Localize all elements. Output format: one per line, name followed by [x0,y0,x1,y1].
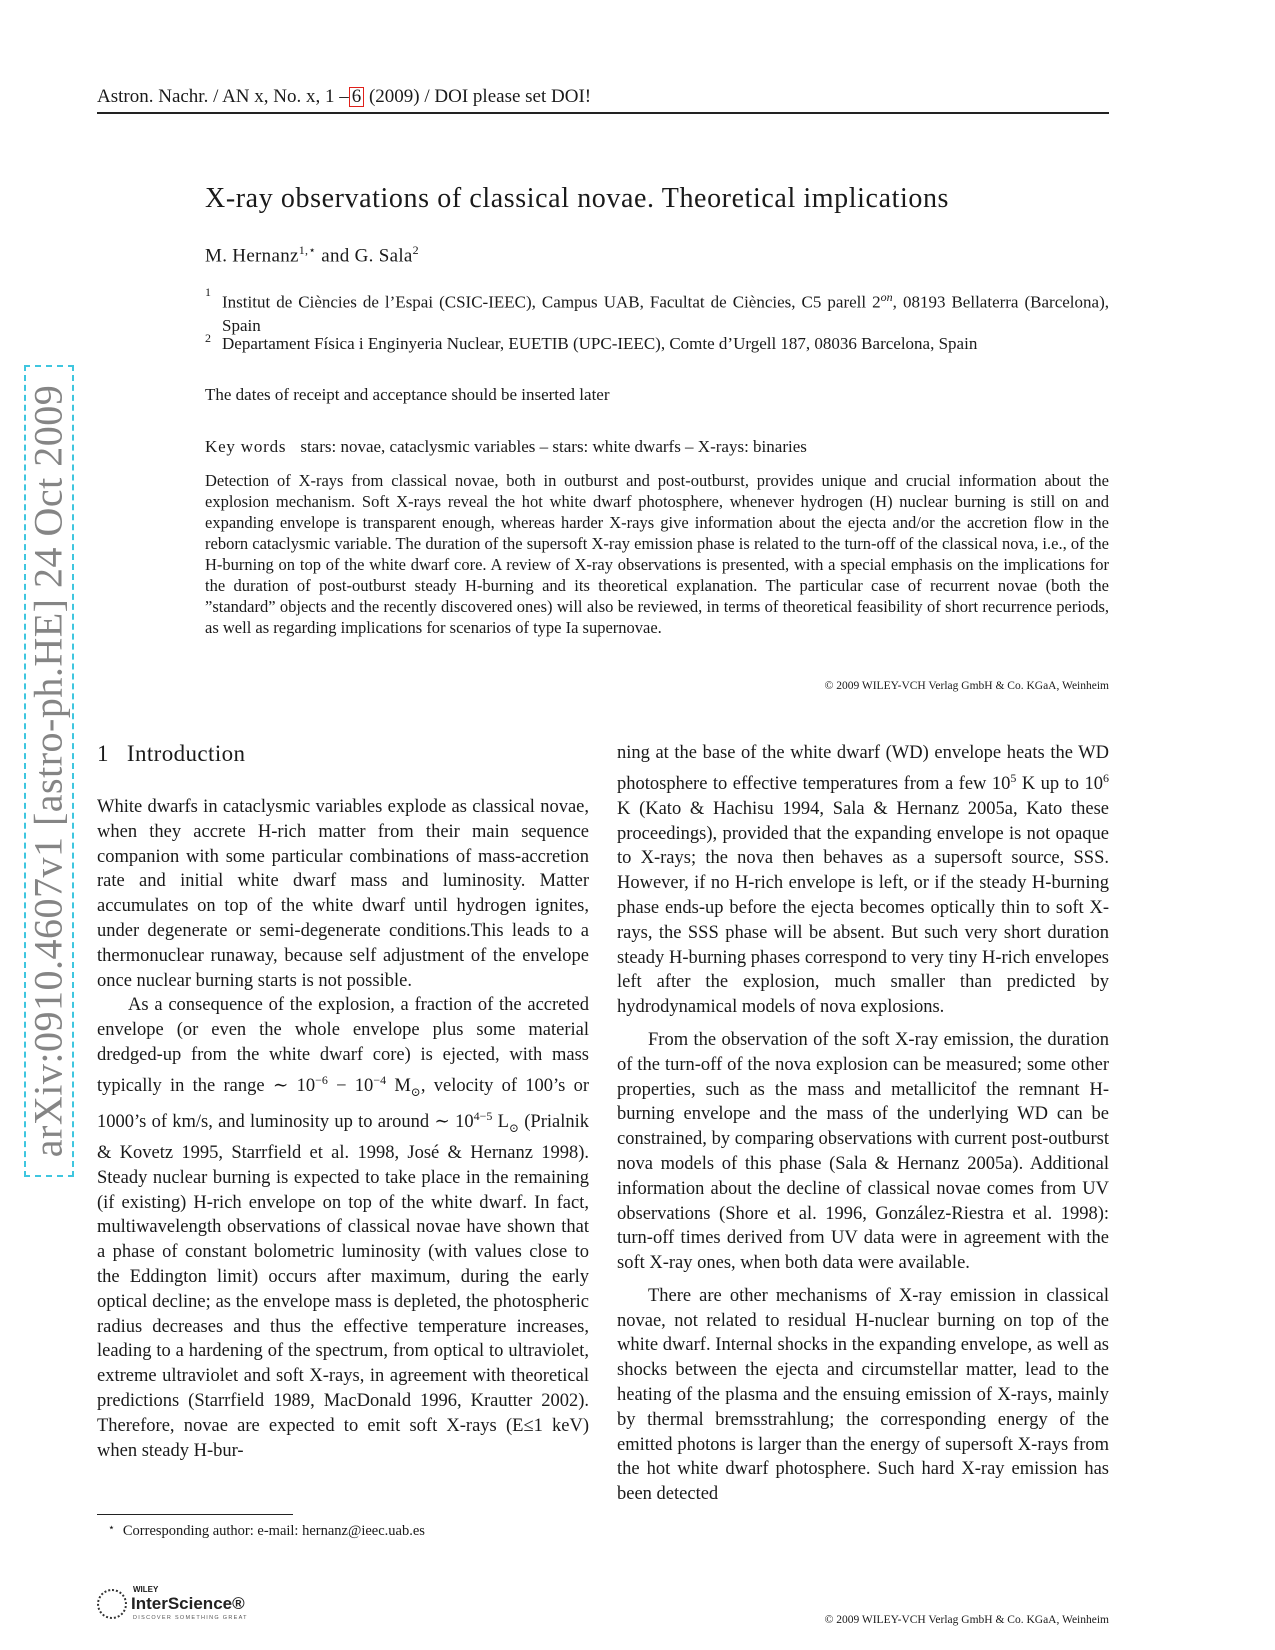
logo-publisher: WILEY [133,1585,159,1594]
text-run: L [492,1112,509,1133]
paragraph: There are other mechanisms of X-ray emission in classical novae, not related to residual H-nuclear burning on top of the white dwarf. Internal shocks in the expanding envelope, as well as shocks between the ejecta and circumstellar matter, lead to the heating of the plasma and the ensuing emission of X-rays, mainly by thermal bremsstrahlung; the corresponding energy of the emitted photons is larger than the energy of supersoft X-rays from the hot white dwarf photosphere. Such hard X-ray emission has been detected [617,1285,1109,1505]
right-column [617,741,1109,1507]
footnote-text[interactable]: Corresponding author: e-mail: hernanz@ieec.uab.es [122,1523,425,1539]
footnote-rule [97,1514,293,1515]
paragraph [617,741,1109,1020]
logo-tagline: DISCOVER SOMETHING GREAT [133,1615,248,1621]
author-2: G. Sala [354,245,413,267]
running-header [97,86,1109,114]
affiliation-1 [205,286,1109,337]
keywords-label: Key words [205,437,287,456]
interscience-logo[interactable] [97,1584,297,1624]
keywords-list: stars: novae, cataclysmic variables – stars: white dwarfs – X-rays: binaries [300,437,807,456]
text-run: , velocity of 100’s or 1000’s of km/s, and luminosity up to around ∼ 10 [97,1075,589,1133]
section-number: 1 [97,741,109,766]
author-1-affil-marks[interactable]: 1,⋆ [298,243,317,257]
section-heading [97,741,245,767]
copyright-notice: © 2009 WILEY-VCH Verlag GmbH & Co. KGaA, Weinheim [824,680,1109,692]
keywords-line [205,437,807,457]
footnote [108,1521,425,1540]
affiliation-2 [205,332,1109,355]
paragraph [97,993,589,1463]
paragraph: White dwarfs in cataclysmic variables explode as classical novae, when they accrete H-rich matter from their main sequence companion with some particular combinations of mass-accretion rate and initial white dwarf mass and luminosity. Matter accumulates on top of the white dwarf until hydrogen ignites, under degenerate or semi-degenerate conditions.This leads to a thermonuclear runaway, because self adjustment of the envelope once nuclear burning starts is not possible. [97,797,589,991]
sun-symbol: ⊙ [410,1084,421,1099]
author-2-affil-marks[interactable]: 2 [412,243,419,257]
text-run: − 10 [327,1075,374,1096]
text-run: ning at the base of the white dwarf (WD) envelope heats the WD photosphere to effective temperatures from a few 10 [617,743,1109,794]
paper-title: X-ray observations of classical novae. Theoretical implications [205,183,950,214]
text-run: K (Kato & Hachisu 1994, Sala & Hernanz 2005a, Kato these proceedings), provided that the expanding envelope is not opaque to X-rays; the nova then behaves as a supersoft source, SSS. However, if no H-rich envelope is left, or if the steady H-burning phase ends-up before the ejecta becomes optically thin to soft X-rays, the SSS phase will be absent. But such very short duration steady H-burning phases correspond to very tiny H-rich envelopes left after the explosion, much smaller than predicted by hydrodynamical models of nova explosions. [617,798,1109,1018]
globe-icon [97,1589,127,1619]
copyright-notice-footer: © 2009 WILEY-VCH Verlag GmbH & Co. KGaA, Weinheim [824,1614,1109,1626]
exponent: −4 [373,1072,387,1087]
sun-symbol: ⊙ [508,1121,520,1136]
affiliation-text [222,286,1109,337]
text-run: As a consequence of the explosion, a fraction of the accreted envelope (or even the whole envelope plus some material dredged-up from the white dwarf core) is ejected, with mass typically in the range ∼ 10 [97,995,589,1096]
arxiv-identifier: arXiv:0910.4607v1 [astro-ph.HE] 24 Oct 2009 [25,384,71,1158]
affiliation-1-sup: on [880,290,893,304]
last-page-link[interactable]: 6 [349,87,365,107]
section-title: Introduction [126,741,246,766]
affiliation-number: 2 [205,331,211,345]
text-run: (Prialnik & Kovetz 1995, Starrfield et al. 1998, José & Hernanz 1998). Steady nuclear burning is expected to take place in the remaining (if existing) H-rich envelope on top of the white dwarf. In fact, multiwavelength observations of classical novae have shown that a phase of constant bolometric luminosity (with values close to the Eddington limit) occurs after maximum, during the early optical decline; as the envelope mass is depleted, the photospheric radius decreases and thus the effective temperature increases, leading to a hardening of the spectrum, from optical to ultraviolet, extreme ultraviolet and soft X-rays, in agreement with theoretical predictions (Starrfield 1989, MacDonald 1996, Krautter 2002). Therefore, novae are expected to emit soft X-rays (E≤1 keV) when steady H-bur- [97,1112,589,1461]
affiliation-number: 1 [205,285,211,299]
abstract: Detection of X-rays from classical novae, both in outburst and post-outburst, provides unique and crucial information about the explosion mechanism. Soft X-rays reveal the hot white dwarf photosphere, whenever hydrogen (H) nuclear burning is still on and expanding envelope is transparent enough, whereas harder X-rays give information about the ejecta and/or the accretion flow in the reborn cataclysmic variable. The duration of the supersoft X-ray emission phase is related to the turn-off of the classical nova, i.e., of the H-burning on top of the white dwarf core. A review of X-ray observations is presented, with a special emphasis on the implications for the duration of post-outburst steady H-burning and its theoretical explanation. The particular case of recurrent novae (both the ”standard” objects and the recently discovered ones) will also be reviewed, in terms of theoretical feasibility of short recurrence periods, as well as regarding implications for scenarios of type Ia supernovae. [205,471,1109,637]
journal-citation: Astron. Nachr. / AN x, No. x, 1 – [97,86,349,107]
affiliation-1-text-a: Institut de Ciències de l’Espai (CSIC-IEEC), Campus UAB, Facultat de Ciències, C5 parell 2 [222,292,881,312]
exponent: 6 [1103,770,1109,785]
exponent: 4−5 [473,1109,493,1124]
text-run: K up to 10 [1016,773,1103,794]
author-list [205,243,419,267]
affiliation-text: Departament Física i Enginyeria Nuclear, EUETIB (UPC-IEEC), Comte d’Urgell 187, 08036 Barcelona, Spain [222,334,978,353]
logo-name: InterScience® [131,1594,245,1613]
footnote-mark: ⋆ [108,1522,115,1534]
author-connector: and [316,245,355,267]
journal-doi: (2009) / DOI please set DOI! [364,86,592,107]
text-run: M [386,1075,411,1096]
exponent: 5 [1010,770,1017,785]
paragraph: From the observation of the soft X-ray emission, the duration of the turn-off of the nova explosion can be measured; some other properties, such as the mass and metallicitof the remnant H-burning envelope and the mass of the underlying WD can be constrained, by comparing observations with current post-outburst nova models of this phase (Sala & Hernanz 2005a). Additional information about the decline of classical novae comes from UV observations (Shore et al. 1996, González-Riestra et al. 1998): turn-off times derived from UV data were in agreement with the soft X-ray ones, when both data were available. [617,1029,1109,1274]
dates-note: The dates of receipt and acceptance should be inserted later [205,385,610,404]
affiliation-1-text-b: , 08193 Bellaterra (Barcelona), Spain [222,292,1109,335]
author-1: M. Hernanz [205,245,299,267]
left-column [97,795,589,1463]
exponent: −6 [315,1072,328,1087]
